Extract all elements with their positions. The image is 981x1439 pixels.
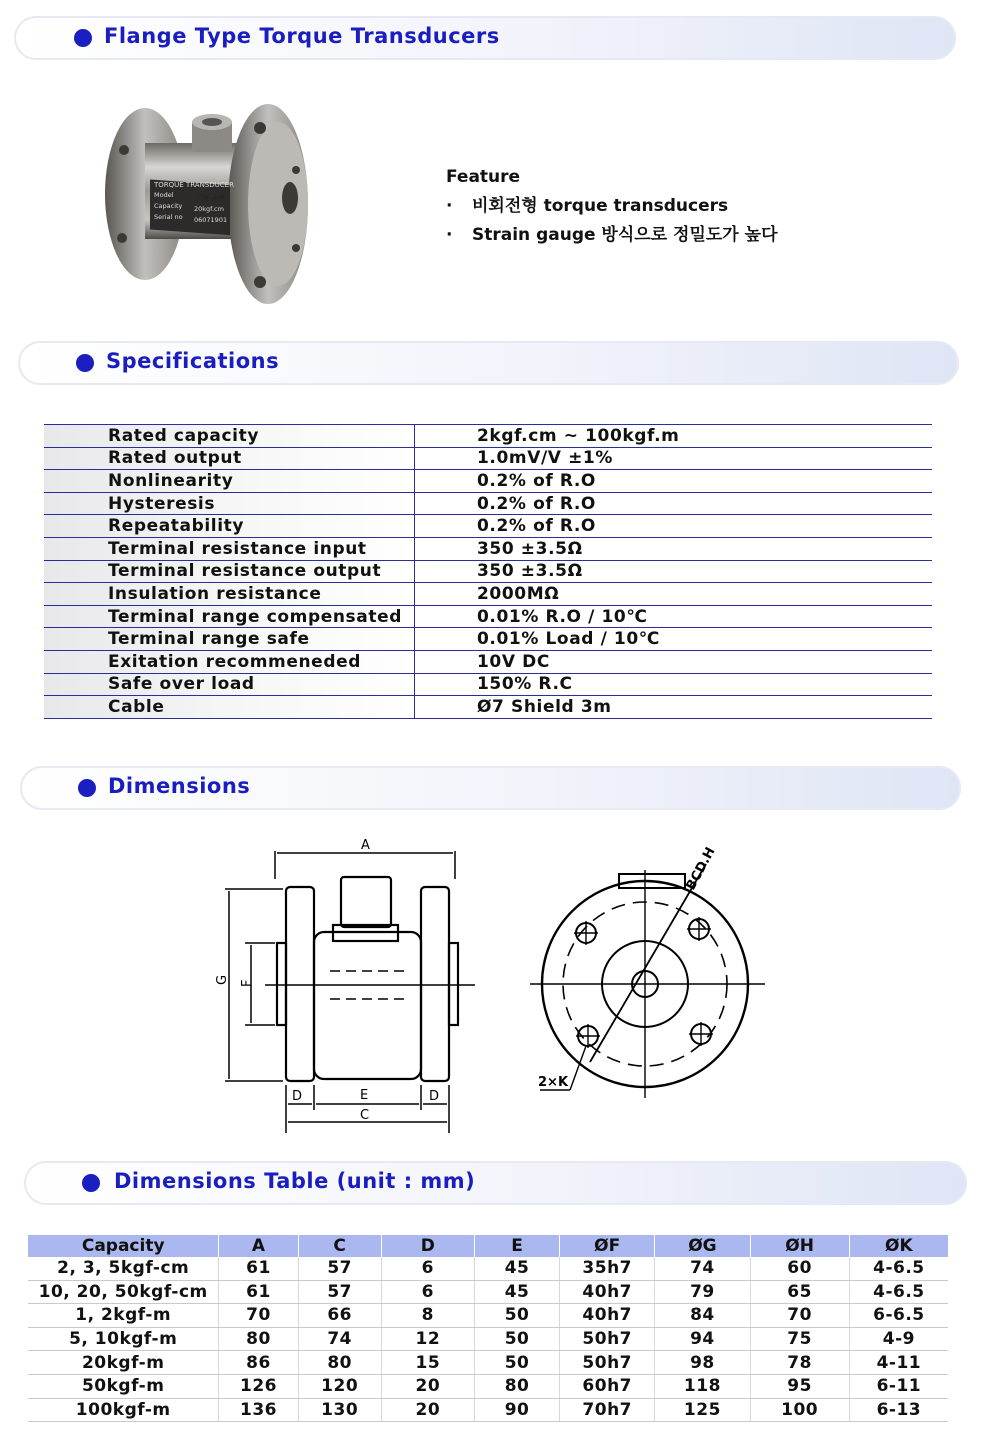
spec-value: 0.01% Load / 10℃ <box>415 628 933 651</box>
dim-label-g: G <box>215 974 230 985</box>
spec-row <box>44 515 932 538</box>
column-header: ØF <box>560 1235 655 1257</box>
spec-value: 2kgf.cm ~ 100kgf.m <box>415 425 933 448</box>
dimension-cell: 84 <box>655 1304 750 1328</box>
dimension-cell: 94 <box>655 1327 750 1351</box>
dimension-cell: 74 <box>655 1257 750 1280</box>
photo-label-model-val: TNF-20K <box>198 193 226 201</box>
dimension-cell: 65 <box>750 1280 849 1304</box>
spec-key: Hysteresis <box>44 492 415 515</box>
feature-item-text: 비회전형 torque transducers <box>472 196 729 216</box>
dimension-cell: 79 <box>655 1280 750 1304</box>
spec-row <box>44 537 932 560</box>
spec-key: Terminal resistance input <box>44 537 415 560</box>
capacity-cell: 50kgf-m <box>28 1374 219 1398</box>
spec-value: 0.01% R.O / 10℃ <box>415 605 933 628</box>
dimension-cell: 6-6.5 <box>849 1304 948 1328</box>
dimension-cell: 6 <box>381 1280 474 1304</box>
spec-key: Rated output <box>44 447 415 470</box>
dimension-cell: 60 <box>750 1257 849 1280</box>
dimension-cell: 50 <box>474 1304 559 1328</box>
dimension-cell: 75 <box>750 1327 849 1351</box>
dimension-cell: 130 <box>298 1398 381 1422</box>
dim-label-d-right: D <box>429 1089 440 1104</box>
product-photo <box>100 98 310 310</box>
dimension-cell: 4-6.5 <box>849 1257 948 1280</box>
dim-label-a: A <box>361 838 370 853</box>
column-header: D <box>381 1235 474 1257</box>
photo-label-serial-val: 06071901 <box>194 216 228 224</box>
dimension-cell: 126 <box>219 1374 298 1398</box>
dimension-cell: 57 <box>298 1257 381 1280</box>
dimension-drawing-front-view <box>520 840 780 1110</box>
dimension-cell: 45 <box>474 1257 559 1280</box>
spec-key: Terminal range safe <box>44 628 415 651</box>
dimension-cell: 4-9 <box>849 1327 948 1351</box>
spec-value: 0.2% of R.O <box>415 470 933 493</box>
dimension-cell: 50h7 <box>560 1327 655 1351</box>
capacity-cell: 20kgf-m <box>28 1351 219 1375</box>
spec-row <box>44 696 932 719</box>
dimension-cell: 4-6.5 <box>849 1280 948 1304</box>
dimension-cell: 80 <box>219 1327 298 1351</box>
table-row <box>28 1374 948 1398</box>
dimension-cell: 4-11 <box>849 1351 948 1375</box>
spec-key: Terminal resistance output <box>44 560 415 583</box>
column-header: E <box>474 1235 559 1257</box>
dimension-cell: 70h7 <box>560 1398 655 1422</box>
spec-row <box>44 583 932 606</box>
dimension-cell: 40h7 <box>560 1280 655 1304</box>
spec-value: 350 ±3.5Ω <box>415 537 933 560</box>
dimension-cell: 40h7 <box>560 1304 655 1328</box>
bullet-dot-icon <box>82 1174 100 1192</box>
spec-value: 150% R.C <box>415 673 933 696</box>
table-row <box>28 1304 948 1328</box>
table-row <box>28 1280 948 1304</box>
dimension-cell: 15 <box>381 1351 474 1375</box>
dimension-cell: 50 <box>474 1351 559 1375</box>
specifications-table <box>44 424 932 719</box>
feature-block <box>446 163 778 250</box>
feature-item <box>446 192 778 221</box>
dim-label-bcd: BCD.H <box>683 844 719 893</box>
photo-label-capacity-val: 20kgf.cm <box>194 205 224 213</box>
dimension-cell: 20 <box>381 1374 474 1398</box>
column-header: Capacity <box>28 1235 219 1257</box>
spec-value: 350 ±3.5Ω <box>415 560 933 583</box>
dimension-cell: 61 <box>219 1280 298 1304</box>
dimensions-table <box>28 1235 948 1422</box>
capacity-cell: 1, 2kgf-m <box>28 1304 219 1328</box>
dimension-cell: 80 <box>298 1351 381 1375</box>
photo-label-brand: TORQUE TRANSDUCER <box>154 181 234 189</box>
spec-key: Rated capacity <box>44 425 415 448</box>
capacity-cell: 2, 3, 5kgf-cm <box>28 1257 219 1280</box>
table-row <box>28 1398 948 1422</box>
spec-row <box>44 605 932 628</box>
dimension-cell: 70 <box>750 1304 849 1328</box>
dimension-cell: 80 <box>474 1374 559 1398</box>
spec-key: Terminal range compensated <box>44 605 415 628</box>
photo-label-model-key: Model <box>154 191 174 199</box>
spec-row <box>44 560 932 583</box>
dimension-cell: 60h7 <box>560 1374 655 1398</box>
spec-value: 10V DC <box>415 650 933 673</box>
dimension-cell: 136 <box>219 1398 298 1422</box>
feature-item-text: Strain gauge 방식으로 정밀도가 높다 <box>472 225 778 245</box>
section-banner-specifications <box>18 341 959 385</box>
feature-item <box>446 221 778 250</box>
dimension-cell: 6-11 <box>849 1374 948 1398</box>
spec-row <box>44 628 932 651</box>
bullet-dot-icon <box>76 354 94 372</box>
spec-value: 0.2% of R.O <box>415 515 933 538</box>
dim-label-f: F <box>240 979 255 987</box>
dimension-cell: 50 <box>474 1327 559 1351</box>
spec-value: 0.2% of R.O <box>415 492 933 515</box>
spec-row <box>44 650 932 673</box>
spec-row <box>44 447 932 470</box>
dim-label-e: E <box>360 1088 369 1103</box>
column-header: C <box>298 1235 381 1257</box>
dimension-drawing-side-view <box>205 835 475 1135</box>
capacity-cell: 10, 20, 50kgf-cm <box>28 1280 219 1304</box>
dimension-cell: 86 <box>219 1351 298 1375</box>
spec-key: Safe over load <box>44 673 415 696</box>
dimension-cell: 6 <box>381 1257 474 1280</box>
table-row <box>28 1327 948 1351</box>
dimension-cell: 50h7 <box>560 1351 655 1375</box>
table-row <box>28 1351 948 1375</box>
dimension-cell: 57 <box>298 1280 381 1304</box>
section-title: Dimensions Table (unit : mm) <box>114 1169 476 1193</box>
section-title: Specifications <box>106 349 280 373</box>
dimension-cell: 98 <box>655 1351 750 1375</box>
dimension-cell: 100 <box>750 1398 849 1422</box>
spec-value: 2000MΩ <box>415 583 933 606</box>
section-banner-dimensions <box>20 766 961 810</box>
dimension-cell: 90 <box>474 1398 559 1422</box>
dimension-cell: 12 <box>381 1327 474 1351</box>
bullet-dot-icon <box>74 29 92 47</box>
dim-label-c: C <box>360 1108 370 1123</box>
bullet-dot-icon <box>78 779 96 797</box>
dim-label-k: 2×K <box>538 1075 569 1090</box>
spec-key: Exitation recommeneded <box>44 650 415 673</box>
spec-key: Insulation resistance <box>44 583 415 606</box>
dimension-cell: 8 <box>381 1304 474 1328</box>
dimension-cell: 78 <box>750 1351 849 1375</box>
photo-label-capacity-key: Capacity <box>154 202 183 210</box>
bullet-mark: · <box>446 196 453 216</box>
spec-row <box>44 673 932 696</box>
dimension-cell: 118 <box>655 1374 750 1398</box>
dimension-cell: 70 <box>219 1304 298 1328</box>
spec-value: Ø7 Shield 3m <box>415 696 933 719</box>
section-title: Flange Type Torque Transducers <box>104 24 500 48</box>
dimension-cell: 20 <box>381 1398 474 1422</box>
capacity-cell: 5, 10kgf-m <box>28 1327 219 1351</box>
column-header: ØK <box>849 1235 948 1257</box>
spec-row <box>44 470 932 493</box>
dimension-cell: 125 <box>655 1398 750 1422</box>
photo-label-serial-key: Serial no <box>154 213 183 221</box>
feature-heading: Feature <box>446 167 521 187</box>
spec-row <box>44 492 932 515</box>
dimension-cell: 120 <box>298 1374 381 1398</box>
dim-label-d-left: D <box>292 1089 303 1104</box>
section-banner-product <box>14 16 956 60</box>
dimension-cell: 6-13 <box>849 1398 948 1422</box>
dimension-cell: 35h7 <box>560 1257 655 1280</box>
spec-key: Nonlinearity <box>44 470 415 493</box>
section-title: Dimensions <box>108 774 251 798</box>
dimension-cell: 66 <box>298 1304 381 1328</box>
column-header: A <box>219 1235 298 1257</box>
capacity-cell: 100kgf-m <box>28 1398 219 1422</box>
table-row <box>28 1257 948 1280</box>
column-header: ØH <box>750 1235 849 1257</box>
dimension-cell: 45 <box>474 1280 559 1304</box>
column-header: ØG <box>655 1235 750 1257</box>
spec-key: Repeatability <box>44 515 415 538</box>
bullet-mark: · <box>446 225 453 245</box>
dimension-cell: 61 <box>219 1257 298 1280</box>
section-banner-dimensions-table <box>24 1161 967 1205</box>
spec-key: Cable <box>44 696 415 719</box>
spec-row <box>44 425 932 448</box>
dimension-cell: 74 <box>298 1327 381 1351</box>
dimension-cell: 95 <box>750 1374 849 1398</box>
spec-value: 1.0mV/V ±1% <box>415 447 933 470</box>
